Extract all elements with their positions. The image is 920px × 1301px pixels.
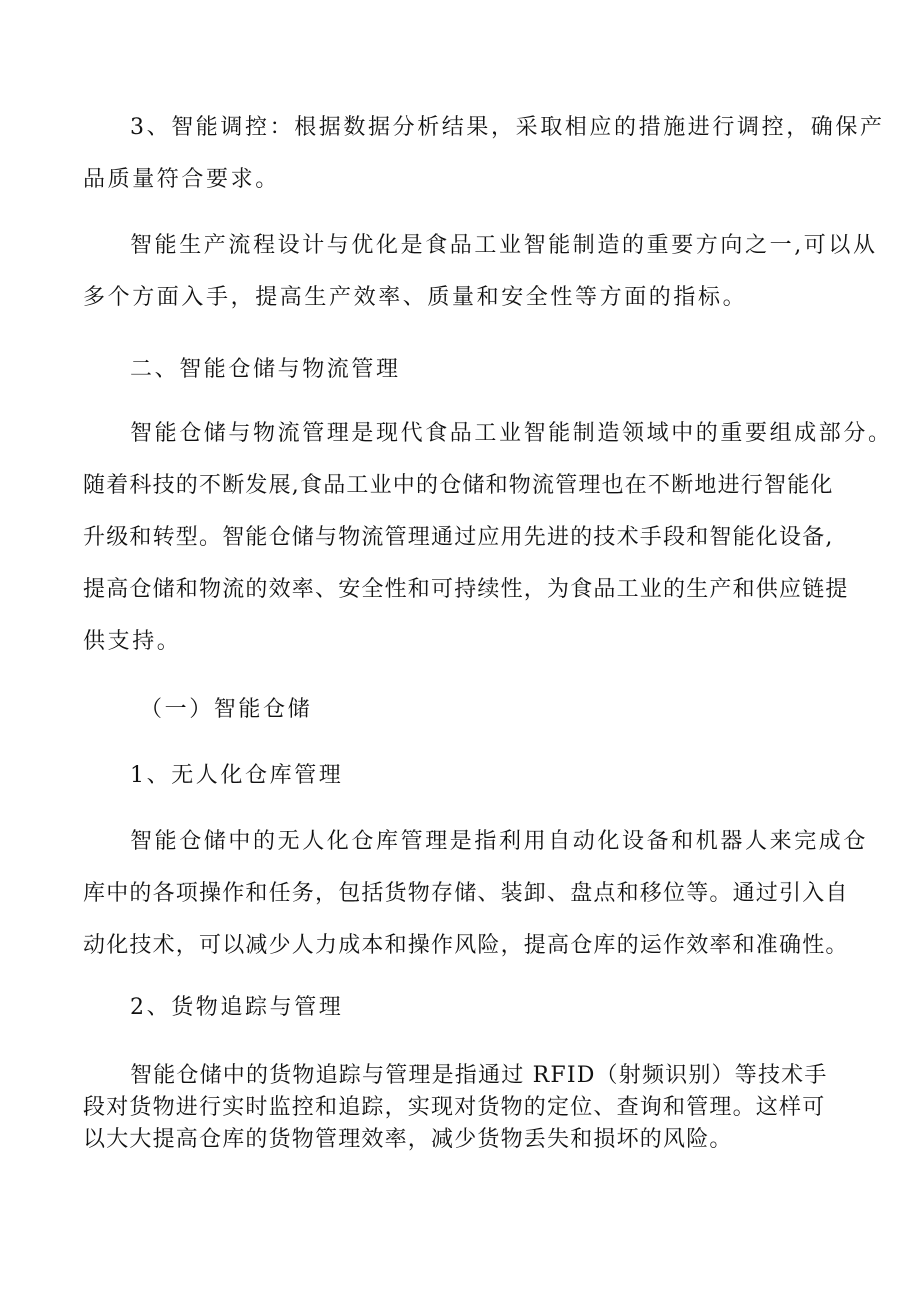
paragraph-line: 多个方面入手，提高生产效率、质量和安全性等方面的指标。 [83,285,748,310]
section-heading: 二、智能仓储与物流管理 [130,357,401,382]
paragraph-line: 3、智能调控：根据数据分析结果，采取相应的措施进行调控，确保产 [130,115,885,140]
subsection-heading: （一）智能仓储 [140,697,313,722]
paragraph-line: 供支持。 [83,629,182,654]
paragraph-line: 随着科技的不断发展,食品工业中的仓储和物流管理也在不断地进行智能化 [83,473,834,498]
paragraph-line: 提高仓储和物流的效率、安全性和可持续性，为食品工业的生产和供应链提 [83,577,849,602]
item-heading: 2、货物追踪与管理 [130,995,344,1020]
paragraph-line: 动化技术，可以减少人力成本和操作风险，提高仓库的运作效率和准确性。 [83,933,849,958]
paragraph-line: 智能生产流程设计与优化是食品工业智能制造的重要方向之一,可以从 [130,233,878,258]
paragraph-line: 库中的各项操作和任务，包括货物存储、装卸、盘点和移位等。通过引入自 [83,881,849,906]
paragraph-line: 以大大提高仓库的货物管理效率，减少货物丢失和损坏的风险。 [83,1127,733,1152]
paragraph-line: 段对货物进行实时监控和追踪，实现对货物的定位、查询和管理。这样可 [83,1095,826,1120]
paragraph-line: 智能仓储与物流管理是现代食品工业智能制造领域中的重要组成部分。 [130,421,893,446]
paragraph-line: 升级和转型。智能仓储与物流管理通过应用先进的技术手段和智能化设备, [83,525,834,550]
paragraph-line: 智能仓储中的货物追踪与管理是指通过 RFID（射频识别）等技术手 [130,1063,828,1088]
item-heading: 1、无人化仓库管理 [130,763,344,788]
paragraph-line: 智能仓储中的无人化仓库管理是指利用自动化设备和机器人来完成仓 [130,829,869,854]
paragraph-line: 品质量符合要求。 [83,167,280,192]
